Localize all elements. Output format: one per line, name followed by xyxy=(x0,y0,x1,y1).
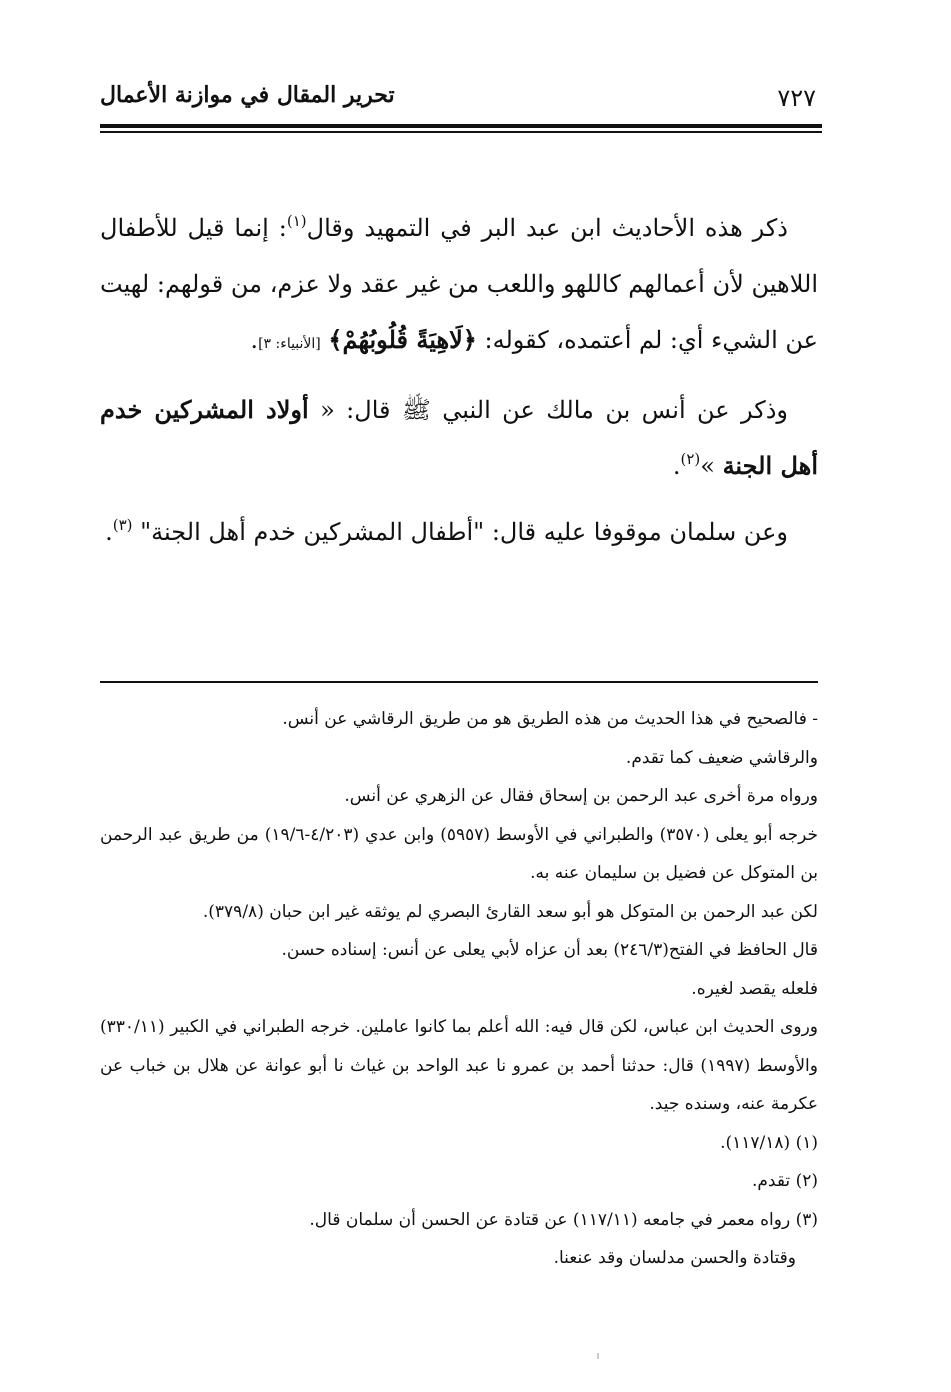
footnote-3-continuation: وقتادة والحسن مدلسان وقد عنعنا. xyxy=(553,1248,796,1268)
page-number: ٧٢٧ xyxy=(777,84,816,112)
footnote-1: (١) (١١٧/١٨). xyxy=(720,1132,818,1153)
footnote-ref-3: (٣) xyxy=(112,516,133,534)
footnote-continued-line-3: ورواه مرة أخرى عبد الرحمن بن إسحاق فقال عن الزهري عن أنس. xyxy=(344,786,818,806)
footnote-separator xyxy=(100,681,818,683)
footnote-ref-1: (١) xyxy=(286,212,307,230)
verse-reference: [الأنبياء: ٣] xyxy=(258,336,321,352)
footnote-continued-line-1: - فالصحيح في هذا الحديث من هذه الطريق هو من طريق الرقاشي عن أنس. xyxy=(282,709,818,729)
paragraph-2-end: . xyxy=(672,452,681,480)
main-text xyxy=(100,200,818,560)
footnote-continued-line-6: قال الحافظ في الفتح(٢٤٦/٣) بعد أن عزاه لأبي يعلى عن أنس: إسناده حسن. xyxy=(281,940,818,960)
paragraph-1 xyxy=(100,200,818,372)
footnotes xyxy=(100,700,818,1278)
paragraph-2-text-b: » xyxy=(700,452,723,480)
running-title: تحرير المقال في موازنة الأعمال xyxy=(100,82,395,108)
footnote-continued-line-4: خرجه أبو يعلى (٣٥٧٠) والطبراني في الأوسط (٥٩٥٧) وابن عدي (٤/٢٠٣-١٩/٦) من طريق عبد الرحمن بن المتوكل عن فضيل بن سليمان عنه به. xyxy=(100,824,818,883)
running-header xyxy=(100,80,822,124)
quran-verse: ﴿لَاهِيَةً قُلُوبُهُمْ﴾ xyxy=(328,325,477,354)
paragraph-1-text-a: ذكر هذه الأحاديث ابن عبد البر في التمهيد وقال xyxy=(306,214,788,242)
footnote-2: (٢) تقدم. xyxy=(751,1171,818,1191)
paragraph-2-text-a: وذكر عن أنس بن مالك عن النبي ﷺ قال: « xyxy=(308,396,788,424)
footnote-continued-line-7: فلعله يقصد لغيره. xyxy=(691,978,818,999)
header-rule-thick xyxy=(100,124,822,128)
paragraph-3-end: . xyxy=(105,518,113,546)
paragraph-3-text: وعن سلمان موقوفا عليه قال: "أطفال المشركين خدم أهل الجنة" xyxy=(132,518,788,546)
hadith-text: أولاد المشركين خدم أهل الجنة xyxy=(100,395,818,480)
footnote-continued-line-5: لكن عبد الرحمن بن المتوكل هو أبو سعد القارئ البصري لم يوثقه غير ابن حبان (٣٧٩/٨). xyxy=(202,901,818,922)
paragraph-1-text-b: : إنما قيل للأطفال اللاهين لأن أعمالهم كاللهو واللعب من غير عقد ولا عزم، من قولهم: لهيت عن الشيء أي: لم أعتمده، كقوله: xyxy=(100,214,818,354)
footnote-ref-2: (٢) xyxy=(680,450,701,468)
paragraph-3 xyxy=(100,504,818,560)
footnote-3: (٣) رواه معمر في جامعه (١١٧/١١) عن قتادة عن الحسن أن سلمان قال. xyxy=(309,1209,818,1230)
paragraph-2 xyxy=(100,382,818,494)
header-rule-thin xyxy=(100,131,822,133)
stray-mark xyxy=(596,1352,600,1360)
paragraph-1-end: . xyxy=(250,326,259,354)
footnote-continued-line-8: وروى الحديث ابن عباس، لكن قال فيه: الله أعلم بما كانوا عاملين. خرجه الطبراني في الكبير (٣٣٠/١١) والأوسط (١٩٩٧) قال: حدثنا أحمد بن عمرو نا عبد الواحد بن غياث نا أبو عوانة عن هلال بن خباب عن عكرمة عنه، وسنده جيد. xyxy=(100,1017,818,1114)
footnote-continued-line-2: والرقاشي ضعيف كما تقدم. xyxy=(625,747,818,768)
